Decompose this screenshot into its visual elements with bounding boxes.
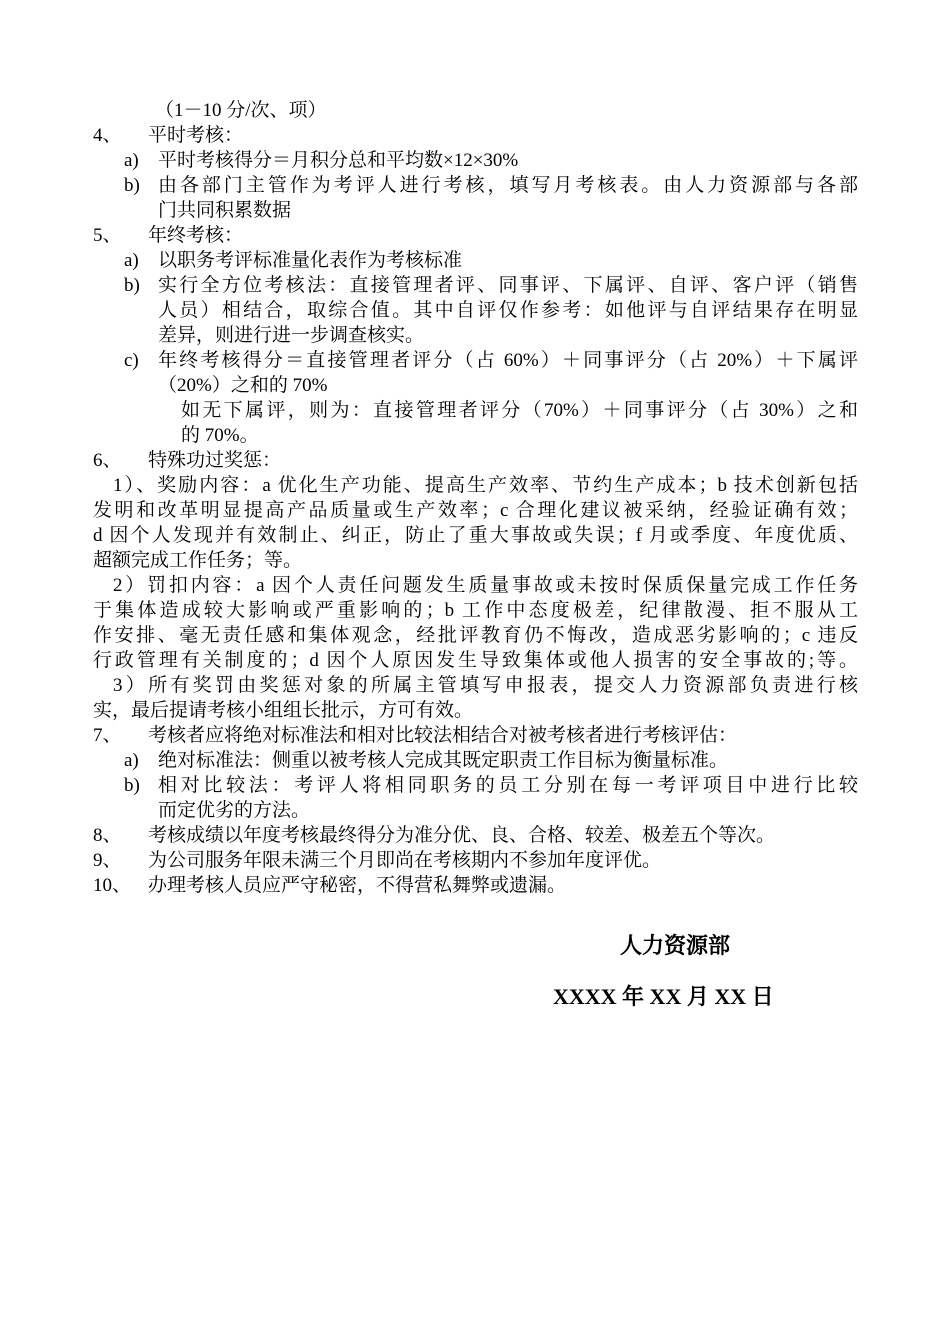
paragraph-line: 作安排、毫无责任感和集体观念，经批评教育仍不悔改，造成恶劣影响的；c 违反 [93,625,858,646]
item-number: 10、 [93,875,132,896]
sub-marker: a) [124,150,139,171]
item-number: 8、 [93,825,122,846]
paragraph-line: 1）、奖励内容：a 优化生产功能、提高生产效率、节约生产成本；b 技术创新包括 [113,475,858,496]
paragraph-line: 超额完成工作任务；等。 [93,550,303,571]
paragraph-line: 2）罚扣内容：a 因个人责任问题发生质量事故或未按时保质保量完成工作任务 [113,575,858,596]
intro-line: （1－10 分/次、项） [155,100,327,121]
paragraph-line: 于集体造成较大影响或严重影响的；b 工作中态度极差，纪律散漫、拒不服从工 [93,600,858,621]
sub-text: 而定优劣的方法。 [158,800,311,821]
signature-department: 人力资源部 [620,933,731,958]
sub-text: 年终考核得分＝直接管理者评分（占 60%）＋同事评分（占 20%）＋下属评 [158,350,858,371]
paragraph-line: 发明和改革明显提高产品质量或生产效率；c 合理化建议被采纳，经验证确有效； [93,500,858,521]
item-number: 7、 [93,725,122,746]
sub-text: 人员）相结合，取综合值。其中自评仅作参考：如他评与自评结果存在明显 [158,300,858,321]
sub-text: 由各部门主管作为考评人进行考核，填写月考核表。由人力资源部与各部 [158,175,858,196]
sub-note: 如无下属评，则为：直接管理者评分（70%）＋同事评分（占 30%）之和 [181,400,858,421]
item-number: 6、 [93,450,122,471]
sub-marker: b) [124,275,140,296]
item-title: 考核成绩以年度考核最终得分为准分优、良、合格、较差、极差五个等次。 [148,825,776,846]
item-title: 办理考核人员应严守秘密，不得营私舞弊或遗漏。 [148,875,567,896]
paragraph-line: 行政管理有关制度的；d 因个人原因发生导致集体或他人损害的安全事故的;等。 [93,650,858,671]
sub-text: 差异，则进行进一步调查核实。 [158,325,425,346]
sub-marker: a) [124,750,139,771]
paragraph-line: d 因个人发现并有效制止、纠正，防止了重大事故或失误；f 月或季度、年度优质、 [93,525,858,546]
item-number: 5、 [93,225,122,246]
sub-text: 绝对标准法：侧重以被考核人完成其既定职责工作目标为衡量标准。 [158,750,729,771]
paragraph-line: 3）所有奖罚由奖惩对象的所属主管填写申报表，提交人力资源部负责进行核 [113,675,858,696]
sub-marker: a) [124,250,139,271]
sub-marker: b) [124,175,140,196]
item-title: 平时考核： [148,125,244,146]
sub-note: 的 70%。 [181,425,259,446]
sub-marker: b) [124,775,140,796]
item-title: 特殊功过奖惩： [148,450,282,471]
sub-marker: c) [124,350,139,371]
sub-text: 平时考核得分＝月积分总和平均数×12×30% [158,150,519,171]
sub-text: 实行全方位考核法：直接管理者评、同事评、下属评、自评、客户评（销售 [158,275,858,296]
item-number: 4、 [93,125,122,146]
paragraph-line: 实，最后提请考核小组组长批示，方可有效。 [93,700,474,721]
item-title: 年终考核： [148,225,244,246]
sub-text: 门共同积累数据 [158,200,292,221]
item-title: 为公司服务年限未满三个月即尚在考核期内不参加年度评优。 [148,850,662,871]
item-title: 考核者应将绝对标准法和相对比较法相结合对被考核者进行考核评估： [148,725,738,746]
sub-text: 以职务考评标准量化表作为考核标准 [158,250,463,271]
sub-text: （20%）之和的 70% [158,375,328,396]
item-number: 9、 [93,850,122,871]
sub-text: 相对比较法：考评人将相同职务的员工分别在每一考评项目中进行比较 [158,775,858,796]
signature-date: XXXX 年 XX 月 XX 日 [553,984,774,1009]
